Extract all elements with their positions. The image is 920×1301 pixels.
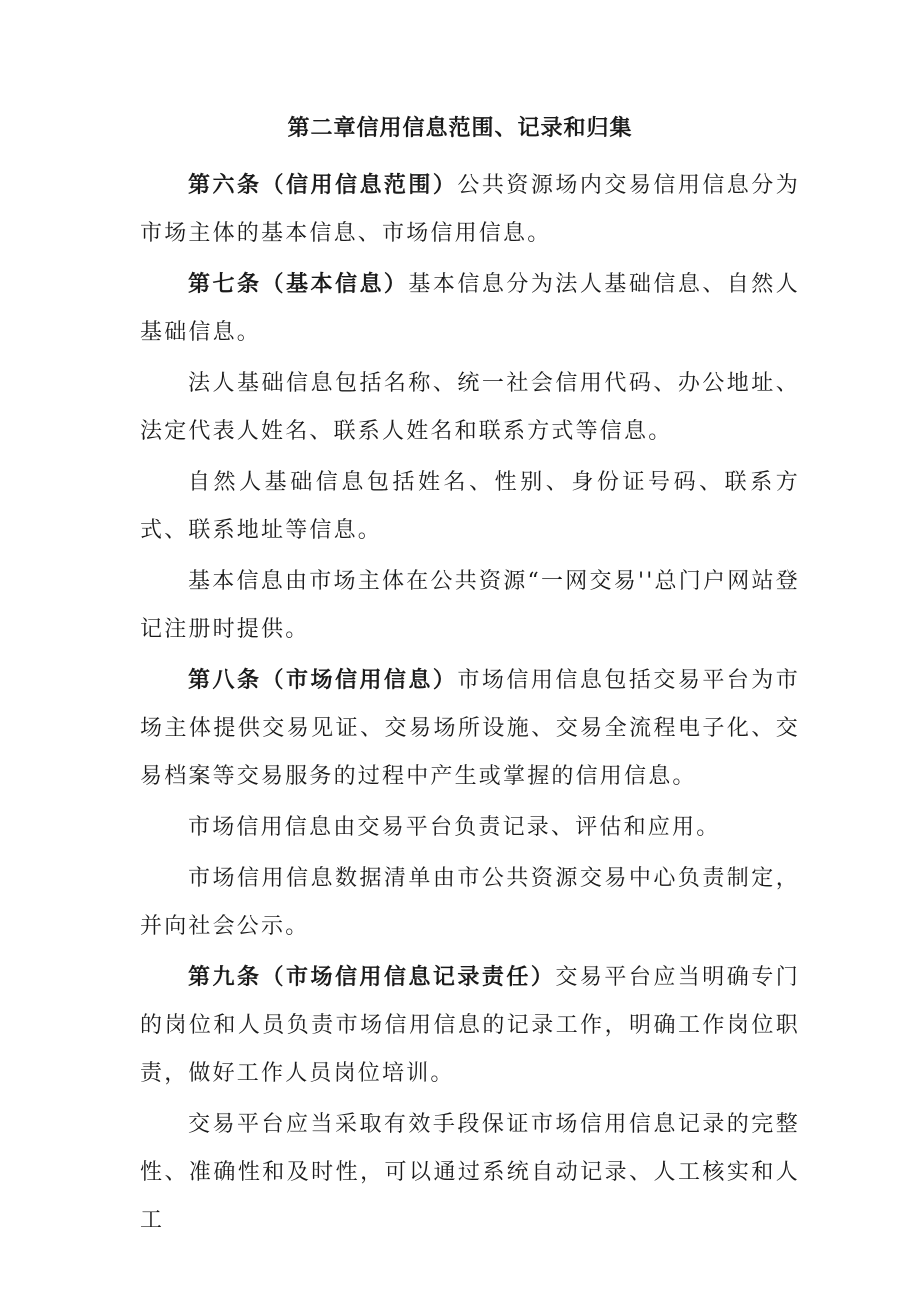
- article-6-paragraph: [140, 162, 800, 258]
- article-8-paragraph: [140, 657, 800, 801]
- paragraph-text: 自然人基础信息包括姓名、性别、身份证号码、联系方式、联系地址等信息。: [140, 470, 800, 543]
- document-body: [140, 162, 800, 1248]
- paragraph: [140, 360, 800, 456]
- paragraph: [140, 804, 800, 852]
- paragraph-text: 市场信用信息数据清单由市公共资源交易中心负责制定，并向社会公示。: [140, 866, 800, 939]
- paragraph-text: 基本信息由市场主体在公共资源“一网交易''总门户网站登记注册时提供。: [140, 569, 800, 642]
- paragraph-text: 公共资源场内交易信用信息分为市场主体的基本信息、市场信用信息。: [140, 173, 800, 246]
- paragraph-text: 市场信用信息由交易平台负责记录、评估和应用。: [188, 815, 721, 840]
- paragraph-text: 法人基础信息包括名称、统一社会信用代码、办公地址、法定代表人姓名、联系人姓名和联系方式等信息。: [140, 371, 800, 444]
- paragraph-text: 交易平台应当明确专门的岗位和人员负责市场信用信息的记录工作，明确工作岗位职责，做好工作人员岗位培训。: [140, 965, 800, 1086]
- paragraph: [140, 558, 800, 654]
- paragraph: [140, 855, 800, 951]
- paragraph-text: 交易平台应当采取有效手段保证市场信用信息记录的完整性、准确性和及时性，可以通过系统自动记录、人工核实和人工: [140, 1112, 800, 1233]
- paragraph-text: 市场信用信息包括交易平台为市场主体提供交易见证、交易场所设施、交易全流程电子化、交易档案等交易服务的过程中产生或掌握的信用信息。: [140, 668, 800, 789]
- article-heading: 第七条（基本信息）: [188, 272, 409, 297]
- article-7-paragraph: [140, 261, 800, 357]
- paragraph-text: 基本信息分为法人基础信息、自然人基础信息。: [140, 272, 800, 345]
- chapter-title: 第二章信用信息范围、记录和归集: [287, 116, 633, 141]
- article-9-paragraph: [140, 954, 800, 1098]
- paragraph: [140, 459, 800, 555]
- article-heading: 第六条（信用信息范围）: [188, 173, 458, 198]
- article-heading: 第九条（市场信用信息记录责任）: [188, 965, 556, 990]
- article-heading: 第八条（市场信用信息）: [188, 668, 458, 693]
- paragraph: [140, 1101, 800, 1245]
